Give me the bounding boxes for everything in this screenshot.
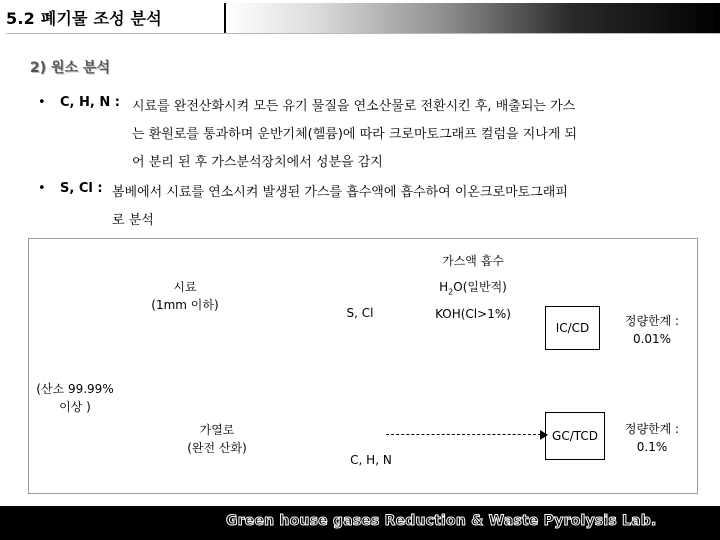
bullet-marker-chn: • bbox=[38, 95, 46, 110]
flow-arrow-icon bbox=[540, 430, 548, 440]
sample-label-line2: (1mm 이하) bbox=[151, 298, 219, 312]
absorbent-h2o-rest: O(일반적) bbox=[453, 280, 507, 294]
footer-lab-name: Green house gases Reduction & Waste Pyrolysis Lab. bbox=[226, 513, 657, 529]
absorbent-h2o bbox=[418, 278, 528, 301]
c-h-n-label: C, H, N bbox=[350, 453, 392, 467]
limit-ic-line2: 0.01% bbox=[632, 332, 672, 346]
oxygen-label-line1: (산소 99.99% bbox=[36, 382, 114, 396]
bullet-text-chn-line3: 어 분리 된 후 가스분석장치에서 성분을 감지 bbox=[132, 155, 383, 170]
ic-cd-box: IC/CD bbox=[545, 306, 600, 350]
page-title: 5.2 폐기물 조성 분석 bbox=[6, 9, 162, 28]
s-cl-label: S, Cl bbox=[346, 306, 374, 320]
header-divider bbox=[6, 33, 720, 34]
bullet-marker-scl: • bbox=[38, 181, 46, 196]
bullet-text-scl-line2: 로 분석 bbox=[112, 213, 154, 228]
furnace-label-line2: (완전 산화) bbox=[187, 441, 247, 455]
limit-gc-line1: 정량한계 : bbox=[624, 422, 680, 436]
bullet-label-scl: S, Cl : bbox=[60, 181, 103, 196]
limit-gc bbox=[612, 420, 692, 456]
gc-tcd-box: GC/TCD bbox=[545, 412, 605, 460]
bullet-text-scl-line1: 봄베에서 시료를 연소시켜 발생된 가스를 흡수액에 흡수하여 이온크로마토그래피 bbox=[112, 185, 568, 200]
sample-label bbox=[140, 278, 230, 314]
limit-gc-line2: 0.1% bbox=[636, 440, 668, 454]
oxygen-label bbox=[30, 380, 120, 416]
absorbent-h2o-sub: 2 bbox=[448, 287, 454, 297]
bullet-text-chn-line1: 시료를 완전산화시켜 모든 유기 물질을 연소산물로 전환시킨 후, 배출되는 가스 bbox=[132, 99, 576, 114]
oxygen-label-line2: 이상 ) bbox=[59, 400, 91, 414]
absorbent-title: 가스액 흡수 bbox=[442, 254, 504, 268]
header-gradient-bar bbox=[226, 3, 720, 33]
absorbent-block bbox=[418, 252, 528, 323]
absorbent-h2o-h: H bbox=[439, 280, 449, 294]
bullet-text-chn-line2: 는 환원로를 통과하며 운반기체(헬륨)에 따라 크로마토그래프 컬럼을 지나게 되 bbox=[132, 127, 578, 142]
limit-ic-line1: 정량한계 : bbox=[624, 314, 680, 328]
furnace-label-line1: 가열로 bbox=[199, 423, 235, 437]
bullet-label-chn: C, H, N : bbox=[60, 95, 120, 110]
limit-ic bbox=[612, 312, 692, 348]
sample-label-line1: 시료 bbox=[173, 280, 197, 294]
flow-dashed-line bbox=[386, 434, 541, 435]
section-subheading: 2) 원소 분석 bbox=[30, 60, 110, 76]
absorbent-koh: KOH(Cl>1%) bbox=[435, 307, 511, 322]
furnace-label bbox=[172, 421, 262, 457]
